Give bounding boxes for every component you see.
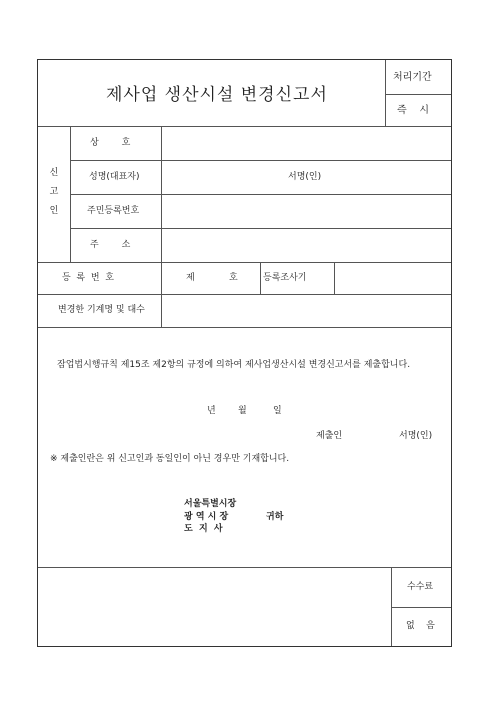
divider (70, 228, 451, 229)
address-label: 주 소 (90, 240, 131, 250)
resident-number-label: 주민등록번호 (87, 206, 140, 216)
divider (38, 327, 451, 328)
submitter-label: 제출인 (316, 431, 343, 441)
number-suffix: 호 (229, 273, 238, 283)
fee-label: 수수료 (407, 582, 434, 592)
honorific: 귀하 (266, 512, 284, 522)
divider (70, 194, 451, 195)
note-text: ※ 제출인란은 위 신고인과 동일인이 아닌 경우만 기재합니다. (50, 454, 290, 464)
addressee-province: 도 지 사 (184, 524, 223, 534)
divider (385, 94, 451, 95)
form-sheet (37, 59, 452, 647)
form-title: 제사업 생산시설 변경신고서 (106, 85, 328, 105)
date-year: 년 (207, 406, 216, 416)
number-prefix: 제 (186, 273, 195, 283)
divider (38, 567, 451, 568)
divider (334, 262, 335, 294)
inspection-date-label: 등록조사기 (263, 273, 307, 283)
registration-number-label: 등 록 번 호 (62, 273, 114, 283)
divider (391, 567, 392, 646)
date-day: 일 (273, 406, 282, 416)
divider (38, 126, 451, 127)
addressee-metro: 광 역 시 장 (184, 512, 229, 522)
divider (391, 607, 451, 608)
submitter-signature: 서명(인) (399, 431, 433, 441)
divider (260, 262, 261, 294)
divider (38, 262, 451, 263)
divider (161, 126, 162, 327)
addressee-seoul: 서울특별시장 (184, 499, 237, 509)
processing-period-label: 처리기간 (393, 72, 432, 83)
trade-name-label: 상 호 (90, 138, 131, 148)
name-representative-label: 성명(대표자) (89, 172, 140, 182)
processing-period-value: 즉 시 (397, 105, 430, 116)
divider (38, 294, 451, 295)
date-month: 월 (238, 406, 247, 416)
divider (385, 60, 386, 126)
changed-machines-label: 변경한 기계명 및 대수 (58, 305, 145, 315)
reporter-label: 신 고 인 (49, 168, 59, 216)
signature-mark: 서명(인) (288, 172, 322, 182)
divider (70, 126, 71, 262)
divider (70, 160, 451, 161)
fee-value: 없 음 (406, 621, 435, 631)
statement-text: 잠업법시행규칙 제15조 제2항의 규정에 의하여 제사업생산시설 변경신고서를 제출합니다. (57, 360, 411, 370)
